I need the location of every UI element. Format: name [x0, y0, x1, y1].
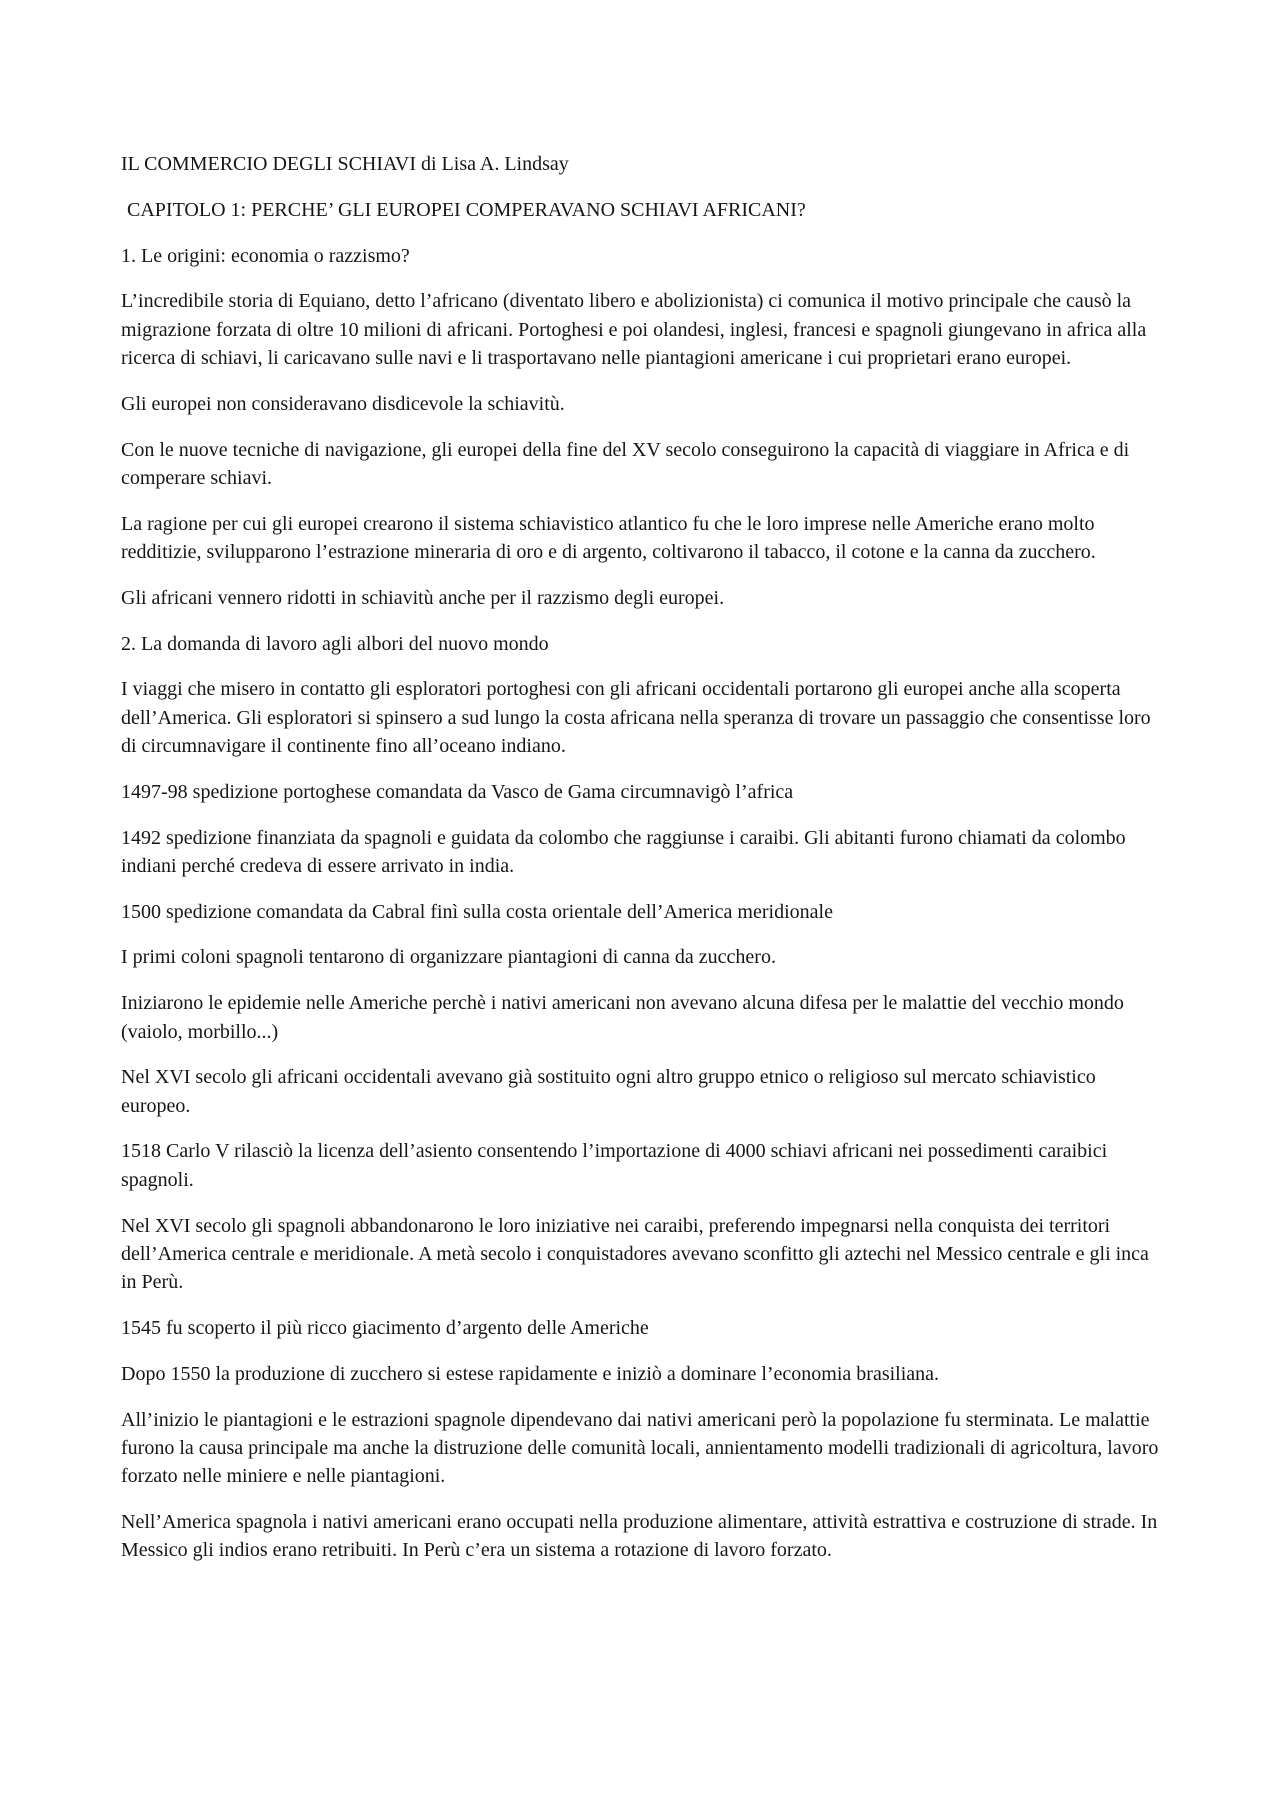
- paragraph: Nel XVI secolo gli africani occidentali avevano già sostituito ogni altro gruppo etnico o religioso sul mercato schiavistico europeo.: [121, 1066, 1096, 1117]
- paragraph: Con le nuove tecniche di navigazione, gli europei della fine del XV secolo conseguirono la capacità di viaggiare in Africa e di comperare schiavi.: [121, 438, 1130, 489]
- section-heading: 1. Le origini: economia o razzismo?: [121, 244, 410, 267]
- paragraph: All’inizio le piantagioni e le estrazioni spagnole dipendevano dai nativi americani però la popolazione fu sterminata. Le malattie furono la causa principale ma anche la distruzione delle comunità locali, annientamento modelli tradizionali di agricoltura, lavoro forzato nelle miniere e nelle piantagioni.: [121, 1408, 1159, 1488]
- paragraph: Nell’America spagnola i nativi americani erano occupati nella produzione alimentare, attività estrattiva e costruzione di strade. In Messico gli indios erano retribuiti. In Perù c’era un sistema a rotazione di lavoro forzato.: [121, 1510, 1158, 1562]
- paragraph: I primi coloni spagnoli tentarono di organizzare piantagioni di canna da zucchero.: [121, 946, 776, 969]
- paragraph: Nel XVI secolo gli spagnoli abbandonarono le loro iniziative nei caraibi, preferendo impegnarsi nella conquista dei territori dell’America centrale e meridionale. A metà secolo i conquistadores avevano sconfitto gli aztechi nel Messico centrale e gli inca in Perù.: [121, 1214, 1149, 1294]
- paragraph: L’incredibile storia di Equiano, detto l’africano (diventato libero e abolizionista) ci comunica il motivo principale che causò la migrazione forzata di oltre 10 milioni di africani. Portoghesi e poi olandesi, inglesi, francesi e spagnoli giungevano in africa alla ricerca di schiavi, li caricavano sulle navi e li trasportavano nelle piantagioni americane i cui proprietari erano europei.: [121, 290, 1147, 369]
- paragraph: Dopo 1550 la produzione di zucchero si estese rapidamente e iniziò a dominare l’economia brasiliana.: [121, 1362, 940, 1385]
- document-title: IL COMMERCIO DEGLI SCHIAVI di Lisa A. Lindsay: [121, 153, 569, 175]
- chapter-heading: CAPITOLO 1: PERCHE’ GLI EUROPEI COMPERAVANO SCHIAVI AFRICANI?: [127, 198, 806, 221]
- paragraph: 1545 fu scoperto il più ricco giacimento d’argento delle Americhe: [121, 1316, 649, 1339]
- paragraph: La ragione per cui gli europei crearono il sistema schiavistico atlantico fu che le loro imprese nelle Americhe erano molto redditizie, svilupparono l’estrazione mineraria di oro e di argento, coltivarono il tabacco, il cotone e la canna da zucchero.: [121, 512, 1096, 563]
- paragraph: 1492 spedizione finanziata da spagnoli e guidata da colombo che raggiunse i caraibi. Gli abitanti furono chiamati da colombo indiani perché credeva di essere arrivato in india.: [121, 826, 1126, 877]
- paragraph: 1500 spedizione comandata da Cabral finì sulla costa orientale dell’America meridionale: [121, 900, 833, 923]
- paragraph: Iniziarono le epidemie nelle Americhe perchè i nativi americani non avevano alcuna difesa per le malattie del vecchio mondo (vaiolo, morbillo...): [121, 992, 1124, 1043]
- paragraph: 1518 Carlo V rilasciò la licenza dell’asiento consentendo l’importazione di 4000 schiavi africani nei possedimenti caraibici spagnoli.: [121, 1140, 1108, 1191]
- paragraph: Gli europei non consideravano disdicevole la schiavitù.: [121, 392, 565, 415]
- paragraph: 1497-98 spedizione portoghese comandata da Vasco de Gama circumnavigò l’africa: [121, 780, 794, 803]
- section-heading: 2. La domanda di lavoro agli albori del nuovo mondo: [121, 632, 549, 655]
- paragraph: Gli africani vennero ridotti in schiavitù anche per il razzismo degli europei.: [121, 586, 725, 609]
- paragraph: I viaggi che misero in contatto gli esploratori portoghesi con gli africani occidentali portarono gli europei anche alla scoperta dell’America. Gli esploratori si spinsero a sud lungo la costa africana nella speranza di trovare un passaggio che consentisse loro di circumnavigare il continente fino all’oceano indiano.: [121, 678, 1151, 757]
